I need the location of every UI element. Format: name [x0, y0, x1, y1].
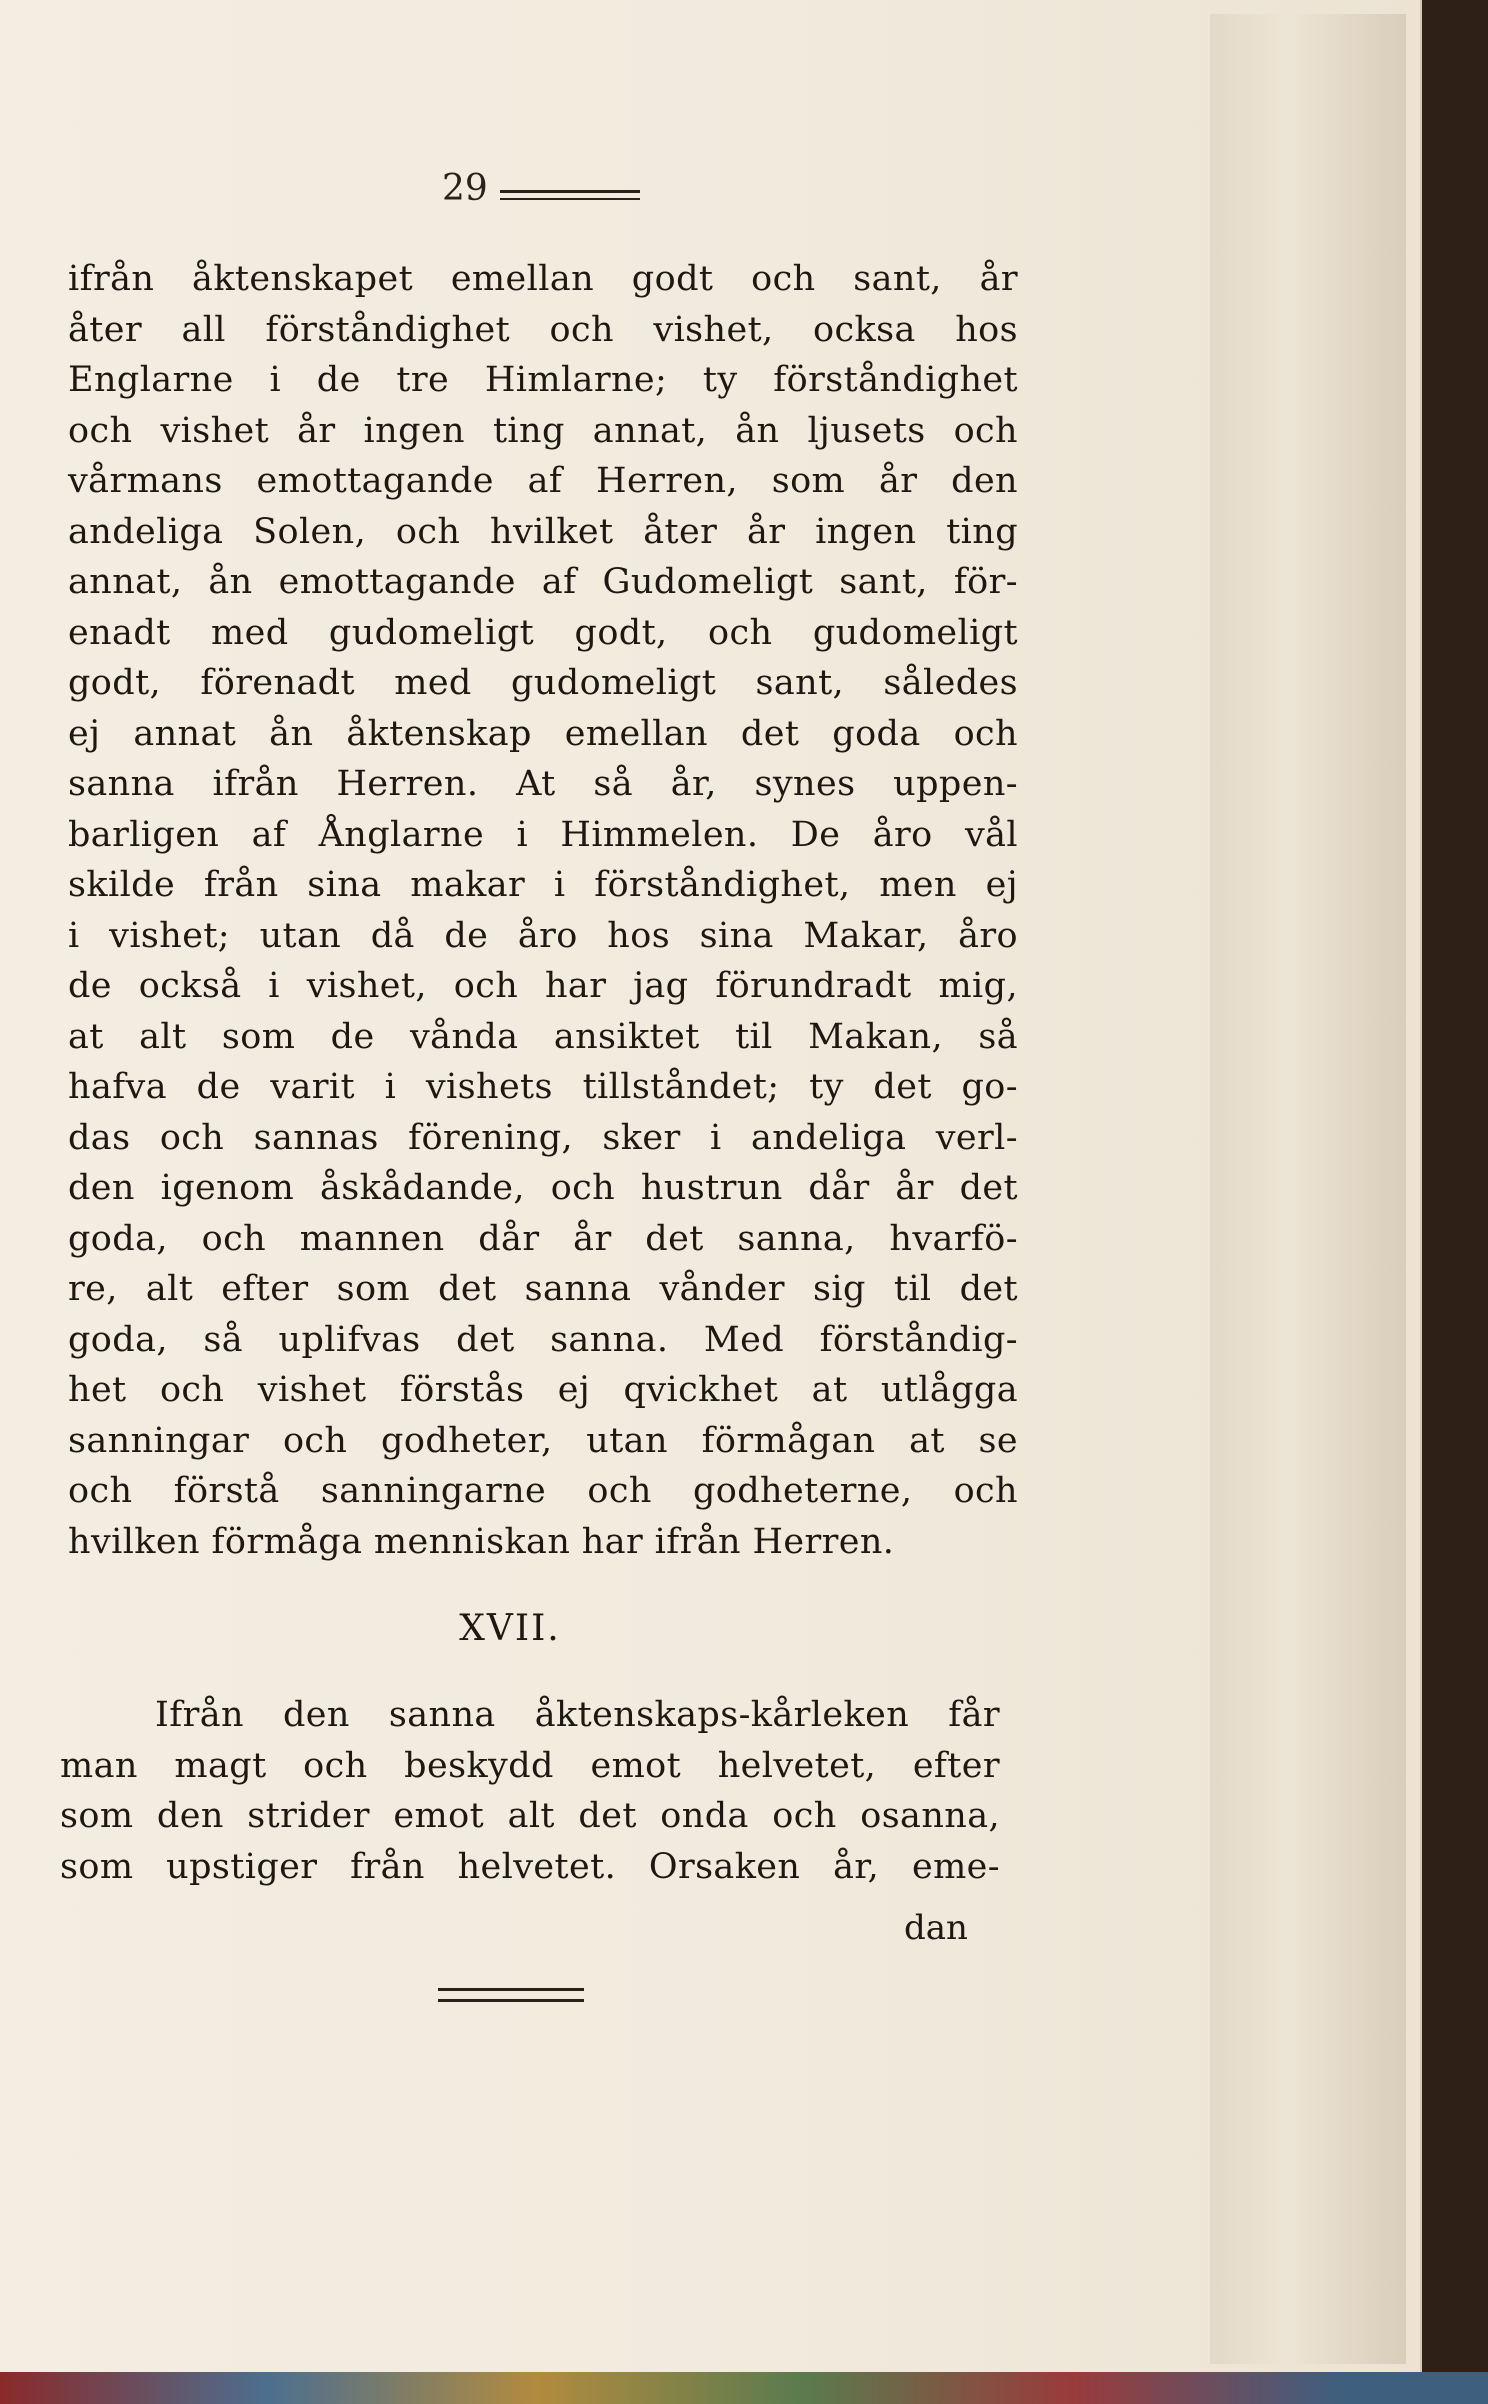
text-line: andeliga Solen, och hvilket åter år ingen ting [68, 511, 1018, 552]
text-line: som den strider emot alt det onda och osanna, [60, 1796, 1000, 1836]
catchword: dan [904, 1908, 968, 1948]
text-line: das och sannas förening, sker i andeliga verl- [68, 1117, 1018, 1158]
page-header [430, 168, 650, 218]
text-line: goda, så uplifvas det sanna. Med förståndig- [68, 1319, 1018, 1360]
text-line: de också i vishet, och har jag förundradt mig, [68, 966, 1018, 1006]
text-line: sanna ifrån Herren. At så år, synes uppen- [68, 764, 1018, 804]
text-line: man magt och beskydd emot helvetet, efter [60, 1745, 1000, 1786]
footer-rule [438, 1988, 584, 2002]
paragraph-2 [60, 1690, 1000, 1892]
text-line: i vishet; utan då de åro hos sina Makar, åro [68, 915, 1018, 956]
text-line: enadt med gudomeligt godt, och gudomeligt [68, 612, 1018, 653]
text-line: och förstå sanningarne och godheterne, och [68, 1471, 1018, 1511]
text-line: Englarne i de tre Himlarne; ty förståndighet [68, 360, 1018, 400]
text-line: och vishet år ingen ting annat, ån ljusets och [68, 410, 1018, 451]
section-heading: XVII. [459, 1608, 561, 1649]
text-line: Ifrån den sanna åktenskaps-kårleken får [155, 1695, 1000, 1735]
text-line: annat, ån emottagande af Gudomeligt sant, för- [68, 562, 1018, 602]
text-line: at alt som de vånda ansiktet til Makan, så [68, 1016, 1018, 1057]
text-line: het och vishet förstås ej qvickhet at utlågga [68, 1370, 1018, 1410]
text-line: vårmans emottagande af Herren, som år den [68, 461, 1018, 501]
text-line: hvilken förmåga menniskan har ifrån Herren. [68, 1521, 895, 1562]
text-line: re, alt efter som det sanna vånder sig til det [68, 1269, 1018, 1309]
header-rule [500, 190, 640, 200]
text-line: åter all förståndighet och vishet, ocksa hos [68, 309, 1018, 350]
text-line: skilde från sina makar i förståndighet, men ej [68, 865, 1018, 905]
marbled-page-edge [0, 2372, 1488, 2404]
text-line: goda, och mannen dår år det sanna, hvarfö- [68, 1218, 1018, 1259]
page-fold-shadow [1210, 14, 1406, 2364]
text-line: ej annat ån åktenskap emellan det goda och [68, 713, 1018, 754]
text-line: den igenom åskådande, och hustrun dår år det [68, 1168, 1018, 1208]
text-line: barligen af Ånglarne i Himmelen. De åro vål [68, 814, 1018, 855]
text-line: som upstiger från helvetet. Orsaken år, eme- [60, 1846, 1000, 1887]
text-line: sanningar och godheter, utan förmågan at se [68, 1420, 1018, 1461]
text-line: godt, förenadt med gudomeligt sant, således [68, 663, 1018, 703]
page-number: 29 [442, 168, 488, 209]
text-line: hafva de varit i vishets tillståndet; ty det go- [68, 1067, 1018, 1107]
paragraph-1 [68, 254, 1018, 1567]
text-line: ifrån åktenskapet emellan godt och sant, år [68, 259, 1018, 299]
